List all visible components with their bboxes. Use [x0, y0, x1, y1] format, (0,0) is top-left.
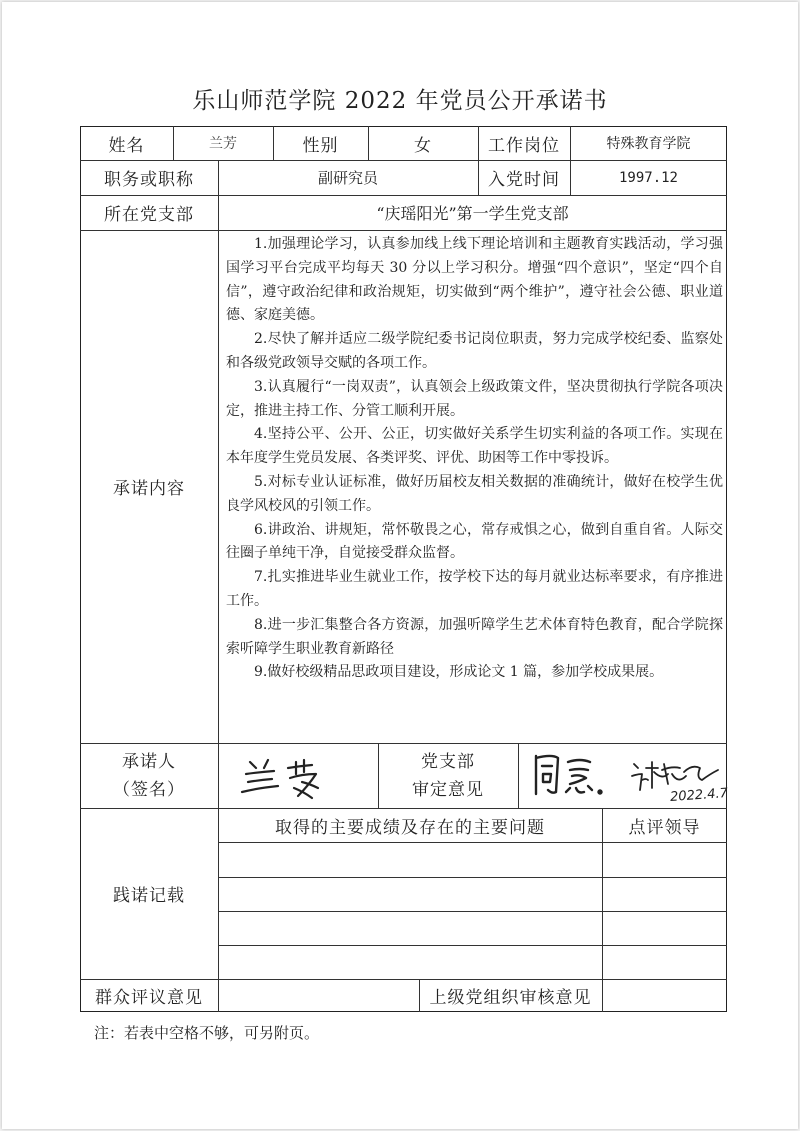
join-date-value: 1997.12 [618, 169, 678, 186]
leader-header: 点评领导 [628, 817, 701, 838]
review-date: 2022.4.7 [669, 785, 729, 806]
pledger-label [80, 743, 218, 808]
pledger-label-line2: （签名） [113, 779, 185, 800]
branch-value: “庆瑶阳光”第一学生党支部 [376, 204, 569, 223]
review-label-line1: 党支部 [421, 751, 475, 772]
post-value: 特殊教育学院 [606, 136, 691, 152]
gender-label: 性别 [302, 135, 339, 156]
gender-value: 女 [414, 135, 432, 156]
pledge-item: 7.扎实推进毕业生就业工作，按学校下达的每月就业达标率要求，有序推进工作。 [226, 569, 723, 609]
pledge-item: 8.进一步汇集整合各方资源，加强听障学生艺术体育特色教育，配合学院探索听障学生职业教育新路径 [226, 616, 723, 657]
achievements-header: 取得的主要成绩及存在的主要问题 [275, 817, 545, 838]
pledge-content [222, 233, 727, 685]
pledge-item: 1.加强理论学习，认真参加线上线下理论培训和主题教育实践活动，学习强国学习平台完成平均每天 30 分以上学习积分。增强“四个意识”，坚定“四个自信”，遵守政治纪律和政治规矩，切实做到“两个维护”，遵守社会公德、职业道德、家庭美德。 [226, 236, 723, 324]
name-label: 姓名 [108, 135, 145, 156]
title-value: 副研究员 [317, 169, 378, 187]
name-value: 兰芳 [209, 136, 237, 152]
review-label-line2: 审定意见 [412, 779, 484, 800]
practice-label: 践诺记载 [113, 886, 185, 906]
pledger-label-line1: 承诺人 [122, 751, 176, 772]
post-label: 工作岗位 [488, 135, 560, 156]
pledge-item: 9.做好校级精品思政项目建设，形成论文 1 篇，参加学校成果展。 [254, 664, 664, 681]
pledge-item: 3.认真履行“一岗双责”，认真领会上级政策文件，坚决贯彻执行学院各项决定，推进主持工作、分管工顺利开展。 [226, 378, 723, 419]
document-page [2, 2, 798, 1129]
superior-opinion-label: 上级党组织审核意见 [429, 988, 592, 1008]
pledge-item: 6.讲政治、讲规矩，常怀敬畏之心，常存戒惧之心，做到自重自省。人际交往圈子单纯干净，自觉接受群众监督。 [226, 521, 723, 562]
join-date-label: 入党时间 [488, 170, 560, 190]
footnote: 注：若表中空格不够，可另附页。 [94, 1024, 320, 1042]
pledge-item: 4.坚持公平、公开、公正，切实做好关系学生切实利益的各项工作。实现在本年度学生党员发展、各类评奖、评优、助困等工作中零投诉。 [226, 426, 723, 467]
pledge-item: 2.尽快了解并适应二级学院纪委书记岗位职责，努力完成学校纪委、监察处和各级党政领导交赋的各项工作。 [226, 331, 723, 371]
review-label [378, 743, 518, 808]
pledger-signature [238, 752, 348, 802]
pledge-item: 5.对标专业认证标准，做好历届校友相关数据的准确统计，做好在校学生优良学风校风的引领工作。 [226, 473, 723, 514]
review-approval-handwriting [530, 750, 610, 800]
branch-label: 所在党支部 [104, 205, 194, 225]
title-label: 职务或职称 [104, 170, 194, 190]
public-opinion-label: 群众评议意见 [95, 988, 203, 1008]
pledge-label: 承诺内容 [113, 479, 185, 499]
document-title: 乐山师范学院 2022 年党员公开承诺书 [192, 88, 608, 114]
